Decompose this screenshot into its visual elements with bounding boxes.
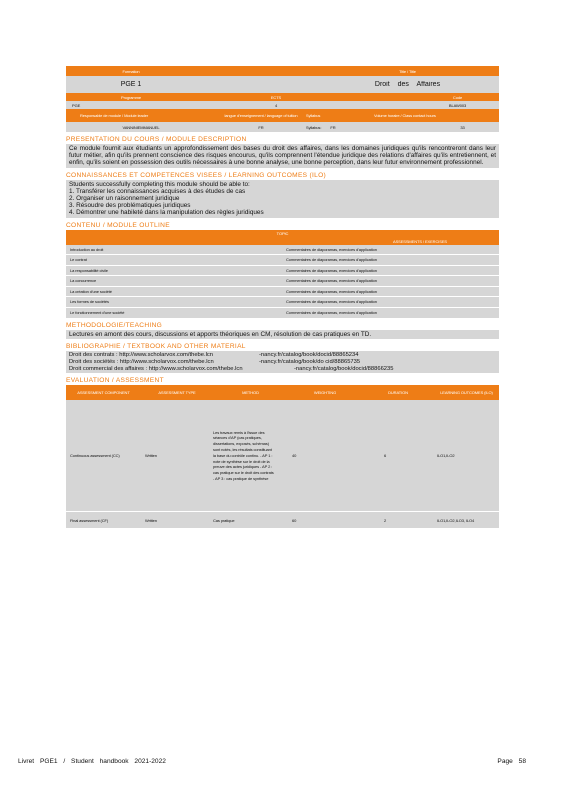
ilo-intro: Students successfully completing this module should be able to:: [69, 180, 250, 188]
outline-assessment: Commentaires de diaporamas, exercices d'application: [286, 288, 377, 294]
biblio-ref: -nancy.fr/catalog/book/docid/88866235: [294, 365, 394, 372]
handbook-page: [66, 0, 499, 528]
outline-row: [66, 245, 499, 256]
ilo-item: 2. Organiser un raisonnement juridique: [69, 195, 180, 203]
eval-header-row: [66, 385, 499, 400]
outline-topic: Les formes de sociétés: [70, 299, 109, 305]
syllabus-cell: [306, 125, 366, 130]
ilo-item: 4. Démontrer une habileté dans la manipulation des règles juridiques: [69, 209, 264, 217]
eval-duration: 2: [384, 517, 387, 523]
volume-value: 33: [460, 124, 465, 130]
footer-left: Livret PGE1 / Student handbook 2021-2022: [18, 758, 166, 765]
syllabus-value: FR: [330, 124, 336, 130]
outline-assessment: Commentaires de diaporamas, exercices d'application: [286, 299, 377, 305]
outline-assessment: Commentaires de diaporamas, exercices d'application: [286, 246, 377, 252]
eval-weighting: 60: [292, 517, 297, 523]
outline-header-row-2: [66, 238, 499, 245]
outline-topic: Introduction au droit: [70, 246, 104, 252]
outline-table: [66, 230, 499, 319]
outline-row: [66, 255, 499, 266]
biblio-title: BIBLIOGRAPHIE / TEXTBOOK AND OTHER MATERIAL: [66, 343, 246, 351]
biblio-block: [66, 351, 499, 373]
title-value: Droit des Affaires: [374, 81, 441, 88]
outline-row: [66, 297, 499, 308]
header-row-3: [66, 93, 499, 101]
header-row-2: [66, 76, 499, 93]
biblio-label: Droit commercial des affaires : http://www.scholarvox.com/thebe.lcn: [69, 365, 243, 372]
title-label: Title / Title: [399, 68, 416, 74]
eval-ilo: ILO1,ILO2: [437, 453, 455, 459]
eval-row: [66, 512, 499, 528]
programme-value: PGE: [72, 102, 81, 108]
eval-header-duration: DURATION: [388, 390, 408, 396]
code-label: Code: [452, 94, 463, 100]
eval-duration: 6: [384, 453, 387, 459]
outline-topic: Le contrat: [70, 257, 87, 263]
method-text: Lectures en amont des cours, discussions et apports théoriques en CM, résolution de cas pratiques en TD.: [66, 330, 499, 339]
biblio-item: [69, 359, 496, 366]
eval-component: Continuous assessment (CC): [70, 453, 120, 459]
outline-topic: La responsabilité civile: [70, 267, 108, 273]
outline-topic: Le fonctionnement d'une société: [70, 310, 125, 316]
outline-assessment: Commentaires de diaporamas, exercices d'application: [286, 257, 377, 263]
presentation-title: PRESENTATION DU COURS / MODULE DESCRIPTION: [66, 136, 247, 143]
biblio-label: Droit des contrats : http://www.scholarvox.com/thebe.lcn: [69, 352, 214, 359]
content-title: CONTENU / MODULE OUTLINE: [66, 221, 170, 229]
eval-method: Cas pratique: [213, 517, 235, 523]
volume-label: Volume horaire / Class contact hours: [374, 113, 436, 118]
formation-label: Formation: [122, 68, 140, 74]
langue-label: langue d'enseignement / language of tuition: [224, 113, 298, 118]
outline-assessment: Commentaires de diaporamas, exercices d'application: [286, 278, 377, 284]
ects-value: 4: [274, 102, 278, 108]
formation-value: PGE 1: [120, 81, 142, 88]
header-row-5: [66, 109, 499, 122]
syllabus-label: Syllabus: [306, 113, 321, 118]
eval-type: Written: [145, 453, 157, 459]
programme-label: Programme: [121, 94, 141, 100]
eval-header-component: ASSESSMENT COMPONENT: [77, 390, 130, 396]
outline-row: [66, 287, 499, 298]
langue-value: FR: [258, 124, 264, 130]
ilo-item: 3. Résoudre des problématiques juridiques: [69, 202, 191, 210]
eval-weighting: 40: [292, 453, 297, 459]
method-title: METHODOLOGIE/TEACHING: [66, 322, 163, 330]
eval-header-ilo: LEARNING OUTCOMES (ILO): [440, 390, 493, 396]
responsable-value: VANNINIEMMANUEL: [122, 124, 160, 130]
page-footer: [18, 758, 526, 765]
outline-row: [66, 266, 499, 277]
ilo-block: [66, 180, 499, 218]
presentation-text: Ce module fournit aux étudiants un approfondissement des bases du droit des affaires, dans les domaines juridiques qu'ils rencontreront dans leur futur métier, afin qu'ils prennent conscience des risques encourus, qu'ils comprennent l'étendue juridique des relations d'affaires qu'ils entretiennent, et enfin, qu'ils soient en possession des outils nécessaires à une bonne analyse, une bonne perception, dans leur futur environnement professionnel.: [66, 144, 499, 168]
ects-label: ECTS: [270, 94, 282, 100]
outline-topic: La concurrence: [70, 278, 97, 284]
eval-ilo: ILO1,ILO2,ILO3, ILO4: [437, 517, 475, 523]
outline-topic-header: TOPIC: [276, 231, 289, 237]
responsable-label: Responsable de module / Module leader: [80, 113, 149, 118]
outline-assessment: Commentaires de diaporamas, exercices d'application: [286, 267, 377, 273]
outline-assess-header: ASSESSMENTS / EXERCISES: [393, 238, 447, 244]
header-row-1: [66, 66, 499, 76]
header-row-4: [66, 101, 499, 109]
syllabus-key: Syllabus:: [306, 124, 322, 130]
evaluation-table: [66, 385, 499, 528]
ilo-title: CONNAISSANCES ET COMPETENCES VISEES / LEARNING OUTCOMES (ILO): [66, 171, 326, 179]
eval-header-weighting: WEIGHTING: [313, 390, 337, 396]
outline-row: [66, 308, 499, 319]
biblio-ref: -nancy.fr/catalog/book/docid/88865234: [259, 352, 359, 359]
biblio-label: Droit des sociétés : http://www.scholarvox.com/thebe.lcn: [69, 358, 214, 365]
ilo-item: 1. Transférer les connaissances acquises à des études de cas: [69, 187, 246, 195]
outline-topic: La création d'une société: [70, 288, 112, 294]
outline-assessment: Commentaires de diaporamas, exercices d'application: [286, 310, 377, 316]
module-header-table: [66, 66, 499, 132]
biblio-item: [69, 366, 496, 373]
biblio-item: [69, 352, 496, 359]
eval-component: Final assessment (CF): [70, 517, 109, 523]
eval-header-type: ASSESSMENT TYPE: [158, 390, 196, 396]
eval-row: [66, 400, 499, 512]
eval-title: EVALUATION / ASSESSMENT: [66, 377, 164, 385]
biblio-ref: -nancy.fr/catalog/book/do cid/88865735: [259, 358, 361, 365]
eval-header-method: METHOD: [242, 390, 259, 396]
page-number: Page 58: [497, 758, 526, 765]
eval-method: Les travaux remis à l'issue des séances d'AP (cas pratiques, dissertations, exposés, schémas) sont notés, les résultats constituant la base du contrôle continu. - AP 1 : note de synthèse sur le droit de la preuve des actes juridiques - AP 2 : cas pratique sur le droit des contrats - AP 3 : cas pratique de synthèse: [213, 429, 274, 481]
code-value: BLAW003: [448, 102, 467, 108]
outline-row: [66, 276, 499, 287]
header-row-6: [66, 122, 499, 132]
outline-header-row-1: [66, 230, 499, 238]
eval-type: Written: [145, 517, 157, 523]
